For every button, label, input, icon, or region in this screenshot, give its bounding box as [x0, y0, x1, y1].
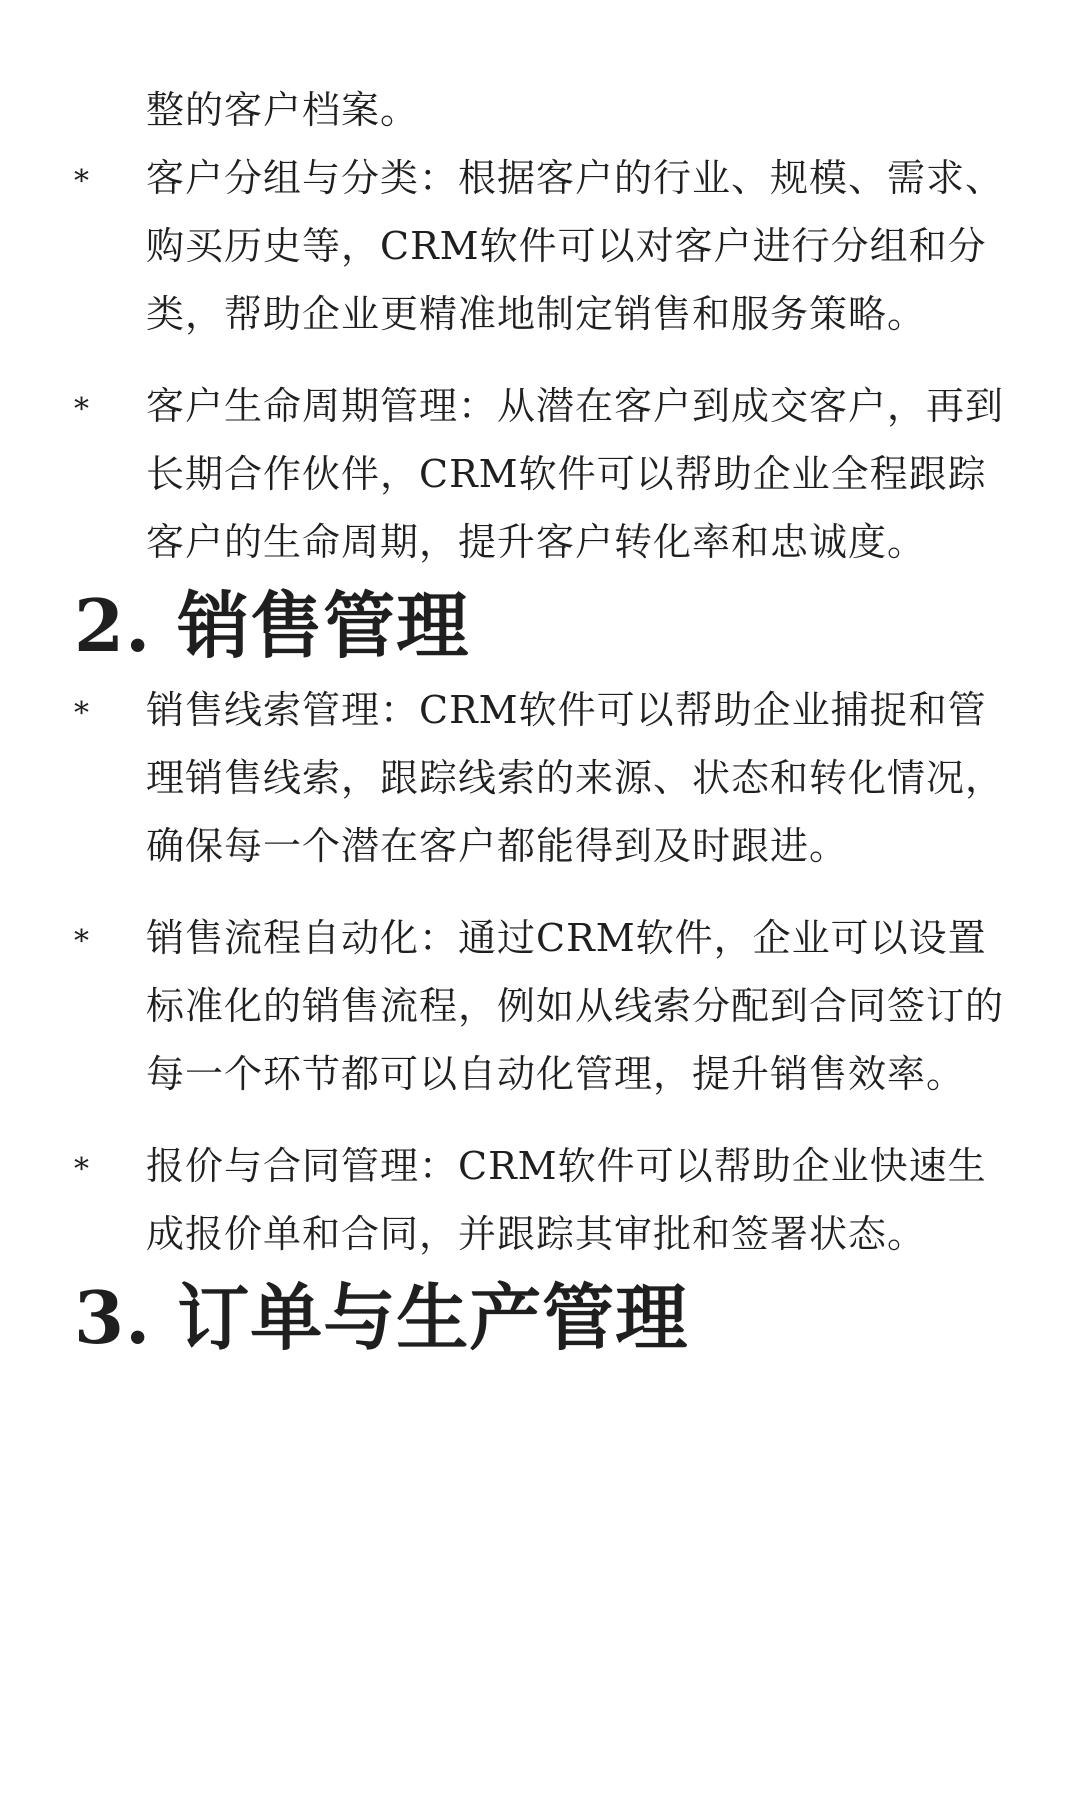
list-item-text: 客户生命周期管理：从潜在客户到成交客户，再到长期合作伙伴，CRM软件可以帮助企业全程跟踪客户的生命周期，提升客户转化率和忠诚度。 [146, 384, 1005, 564]
bullet-marker: * [74, 696, 90, 731]
bullet-marker: * [74, 392, 90, 427]
list-item-text: 销售线索管理：CRM软件可以帮助企业捕捉和管理销售线索，跟踪线索的来源、状态和转化情况，确保每一个潜在客户都能得到及时跟进。 [146, 688, 1005, 868]
list-item [0, 1132, 1080, 1268]
bullet-marker: * [74, 924, 90, 959]
list-item [0, 372, 1080, 576]
list-item-text: 报价与合同管理：CRM软件可以帮助企业快速生成报价单和合同，并跟踪其审批和签署状态。 [146, 1144, 987, 1256]
paragraph-continuation: 整的客户档案。 [146, 88, 420, 132]
list-item [0, 904, 1080, 1108]
sales-management-list [0, 676, 1080, 1268]
list-item [0, 676, 1080, 880]
list-item-text: 销售流程自动化：通过CRM软件，企业可以设置标准化的销售流程，例如从线索分配到合同签订的每一个环节都可以自动化管理，提升销售效率。 [146, 916, 1005, 1096]
customer-management-list [0, 144, 1080, 576]
bullet-marker: * [74, 164, 90, 199]
bullet-marker: * [74, 1152, 90, 1187]
list-item [0, 144, 1080, 348]
section-heading-sales-management: 2. 销售管理 [74, 583, 470, 668]
section-heading-order-production-management: 3. 订单与生产管理 [74, 1275, 689, 1360]
list-item-text: 客户分组与分类：根据客户的行业、规模、需求、购买历史等，CRM软件可以对客户进行分组和分类，帮助企业更精准地制定销售和服务策略。 [146, 156, 1005, 336]
